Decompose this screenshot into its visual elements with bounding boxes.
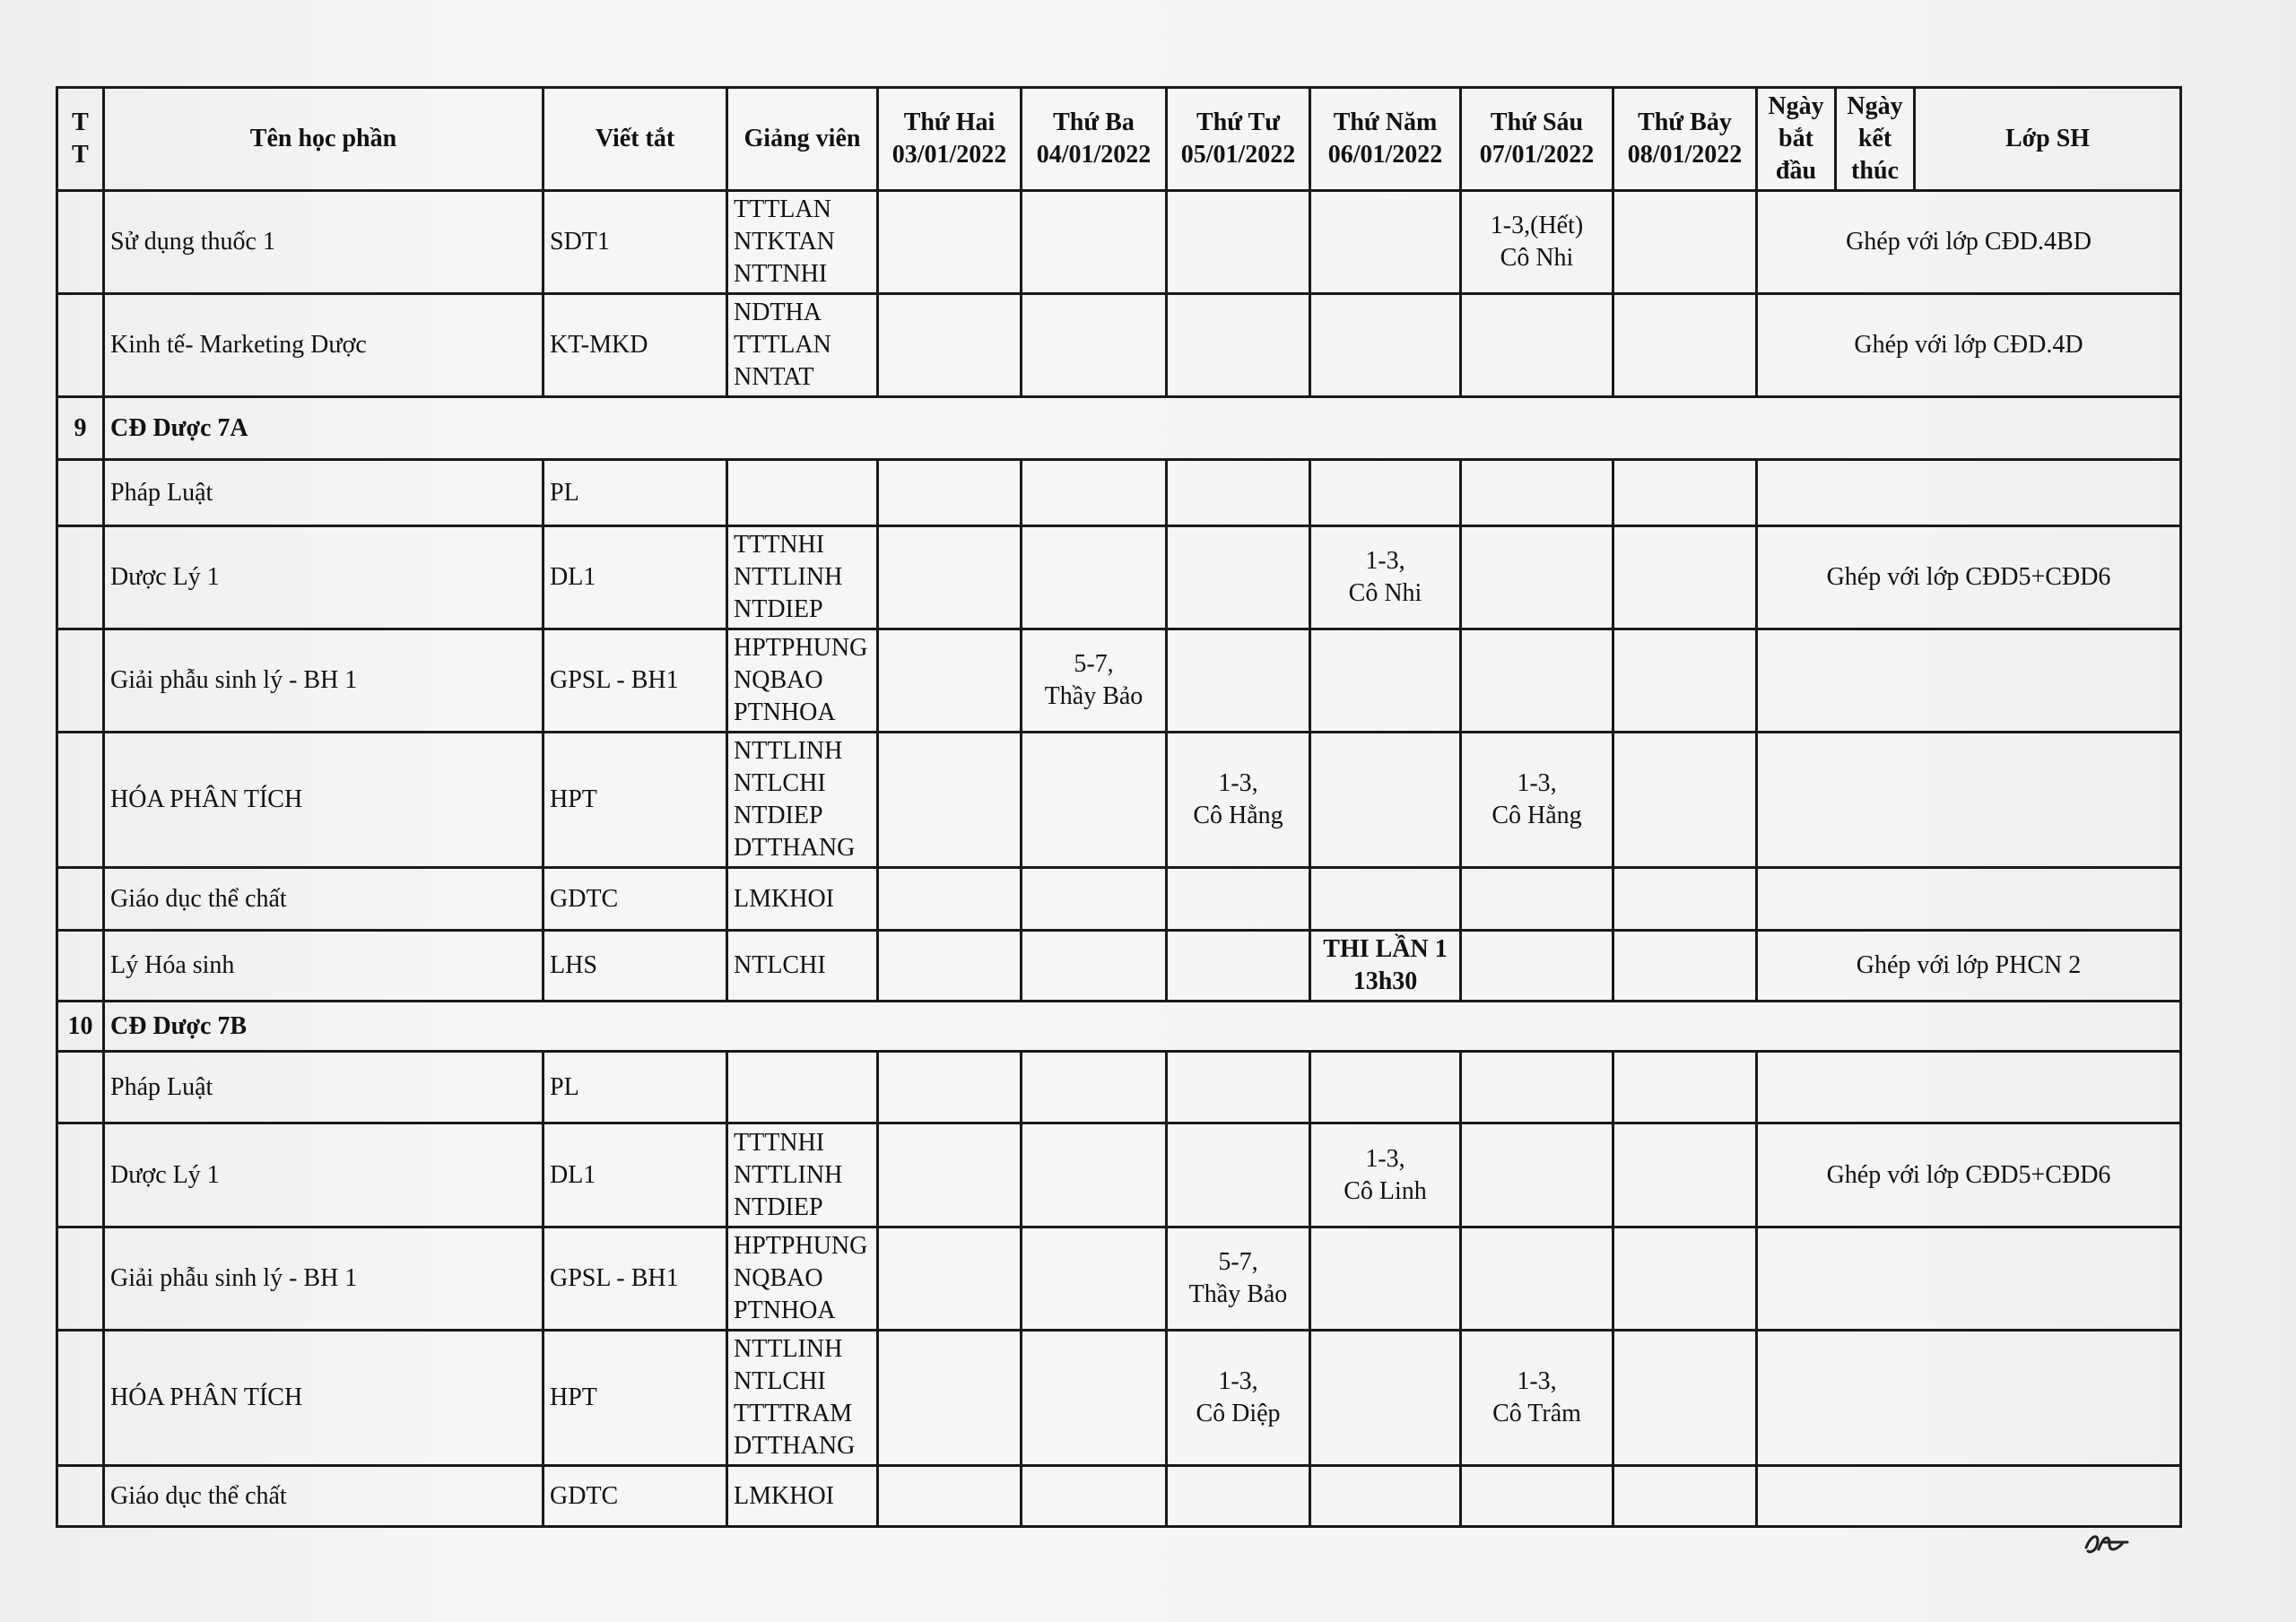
cell-fri (1461, 629, 1613, 733)
class-note (1757, 733, 2181, 868)
cell-fri: 1-3,(Hết) Cô Nhi (1461, 191, 1613, 294)
cell-wed: 5-7, Thầy Bảo (1167, 1227, 1310, 1331)
course-abbr: GDTC (544, 1466, 727, 1527)
cell-thu: 1-3, Cô Nhi (1310, 526, 1461, 629)
row-number (57, 868, 104, 931)
cell-wed: 1-3, Cô Diệp (1167, 1331, 1310, 1466)
course-abbr: HPT (544, 733, 727, 868)
class-note: Ghép với lớp CĐD5+CĐD6 (1757, 1123, 2181, 1227)
lecturers: LMKHOI (727, 1466, 878, 1527)
cell-thu (1310, 1331, 1461, 1466)
group-number: 10 (57, 1002, 104, 1052)
cell-wed (1167, 629, 1310, 733)
class-note (1757, 1052, 2181, 1123)
cell-fri (1461, 1123, 1613, 1227)
course-abbr: DL1 (544, 1123, 727, 1227)
header-row (57, 88, 2181, 191)
cell-mon (878, 460, 1022, 526)
cell-mon (878, 629, 1022, 733)
cell-mon (878, 1331, 1022, 1466)
cell-mon (878, 868, 1022, 931)
class-note (1757, 629, 2181, 733)
course-name: Giáo dục thể chất (104, 868, 544, 931)
group-header-row (57, 1002, 2181, 1052)
cell-tue (1022, 191, 1167, 294)
course-abbr: PL (544, 1052, 727, 1123)
course-abbr: SDT1 (544, 191, 727, 294)
class-note (1757, 1227, 2181, 1331)
table-row (57, 1227, 2181, 1331)
cell-tue (1022, 1052, 1167, 1123)
cell-mon (878, 294, 1022, 397)
course-name: Sử dụng thuốc 1 (104, 191, 544, 294)
cell-fri (1461, 868, 1613, 931)
header-day-mon: Thứ Hai 03/01/2022 (878, 88, 1022, 191)
lecturers: TTTNHI NTTLINH NTDIEP (727, 1123, 878, 1227)
header-lecturer: Giảng viên (727, 88, 878, 191)
course-name: HÓA PHÂN TÍCH (104, 1331, 544, 1466)
course-name: HÓA PHÂN TÍCH (104, 733, 544, 868)
cell-tue (1022, 931, 1167, 1002)
class-note: Ghép với lớp CĐD5+CĐD6 (1757, 526, 2181, 629)
cell-tue (1022, 294, 1167, 397)
group-name: CĐ Dược 7A (104, 397, 2181, 460)
class-note (1757, 1466, 2181, 1527)
course-abbr: HPT (544, 1331, 727, 1466)
lecturers: TTTNHI NTTLINH NTDIEP (727, 526, 878, 629)
course-abbr: GPSL - BH1 (544, 1227, 727, 1331)
cell-wed (1167, 1052, 1310, 1123)
row-number (57, 1052, 104, 1123)
cell-mon (878, 931, 1022, 1002)
cell-sat (1613, 931, 1757, 1002)
table-row (57, 931, 2181, 1002)
cell-mon (878, 191, 1022, 294)
row-number (57, 1227, 104, 1331)
header-day-thu: Thứ Năm 06/01/2022 (1310, 88, 1461, 191)
table-row (57, 629, 2181, 733)
cell-fri (1461, 526, 1613, 629)
cell-fri: 1-3, Cô Hằng (1461, 733, 1613, 868)
cell-tue (1022, 526, 1167, 629)
cell-thu (1310, 1227, 1461, 1331)
header-end-date: Ngày kết thúc (1836, 88, 1915, 191)
lecturers (727, 1052, 878, 1123)
cell-fri (1461, 1227, 1613, 1331)
lecturers: NTTLINH NTLCHI NTDIEP DTTHANG (727, 733, 878, 868)
course-name: Pháp Luật (104, 460, 544, 526)
cell-mon (878, 1052, 1022, 1123)
cell-sat (1613, 1052, 1757, 1123)
header-course: Tên học phần (104, 88, 544, 191)
row-number (57, 733, 104, 868)
cell-thu (1310, 1466, 1461, 1527)
cell-wed: 1-3, Cô Hằng (1167, 733, 1310, 868)
header-start-date: Ngày bắt đầu (1757, 88, 1836, 191)
lecturers: TTTLAN NTKTAN NTTNHI (727, 191, 878, 294)
header-abbr: Viết tắt (544, 88, 727, 191)
cell-wed (1167, 931, 1310, 1002)
row-number (57, 1466, 104, 1527)
cell-fri (1461, 294, 1613, 397)
cell-thu-exam: THI LẦN 1 13h30 (1310, 931, 1461, 1002)
header-day-sat: Thứ Bảy 08/01/2022 (1613, 88, 1757, 191)
cell-tue (1022, 460, 1167, 526)
cell-mon (878, 526, 1022, 629)
cell-thu (1310, 460, 1461, 526)
course-name: Giải phẫu sinh lý - BH 1 (104, 629, 544, 733)
lecturers: LMKHOI (727, 868, 878, 931)
course-name: Lý Hóa sinh (104, 931, 544, 1002)
cell-sat (1613, 294, 1757, 397)
course-abbr: DL1 (544, 526, 727, 629)
cell-fri (1461, 460, 1613, 526)
table-row (57, 294, 2181, 397)
row-number (57, 526, 104, 629)
cell-tue (1022, 868, 1167, 931)
cell-mon (878, 1466, 1022, 1527)
course-name: Giáo dục thể chất (104, 1466, 544, 1527)
group-name: CĐ Dược 7B (104, 1002, 2181, 1052)
handwritten-page-number-icon (2083, 1524, 2133, 1560)
cell-fri: 1-3, Cô Trâm (1461, 1331, 1613, 1466)
header-day-wed: Thứ Tư 05/01/2022 (1167, 88, 1310, 191)
course-name: Giải phẫu sinh lý - BH 1 (104, 1227, 544, 1331)
table-row (57, 1123, 2181, 1227)
cell-sat (1613, 460, 1757, 526)
cell-mon (878, 1227, 1022, 1331)
cell-sat (1613, 868, 1757, 931)
cell-wed (1167, 1466, 1310, 1527)
cell-thu (1310, 1052, 1461, 1123)
class-note: Ghép với lớp CĐD.4D (1757, 294, 2181, 397)
row-number (57, 191, 104, 294)
row-number (57, 931, 104, 1002)
cell-sat (1613, 1227, 1757, 1331)
course-abbr: KT-MKD (544, 294, 727, 397)
cell-sat (1613, 1466, 1757, 1527)
table-row (57, 526, 2181, 629)
cell-thu (1310, 629, 1461, 733)
row-number (57, 629, 104, 733)
course-abbr: LHS (544, 931, 727, 1002)
header-class: Lớp SH (1915, 88, 2181, 191)
cell-mon (878, 733, 1022, 868)
cell-fri (1461, 931, 1613, 1002)
cell-sat (1613, 629, 1757, 733)
class-note: Ghép với lớp PHCN 2 (1757, 931, 2181, 1002)
cell-thu (1310, 868, 1461, 931)
table-row (57, 868, 2181, 931)
header-tt: T T (57, 88, 104, 191)
lecturers: NDTHA TTTLAN NNTAT (727, 294, 878, 397)
cell-sat (1613, 191, 1757, 294)
course-name: Pháp Luật (104, 1052, 544, 1123)
lecturers: NTTLINH NTLCHI TTTTRAM DTTHANG (727, 1331, 878, 1466)
cell-tue (1022, 1123, 1167, 1227)
cell-wed (1167, 1123, 1310, 1227)
lecturers: NTLCHI (727, 931, 878, 1002)
table-row (57, 733, 2181, 868)
course-abbr: GDTC (544, 868, 727, 931)
cell-wed (1167, 526, 1310, 629)
table-row (57, 460, 2181, 526)
cell-thu (1310, 191, 1461, 294)
cell-thu (1310, 733, 1461, 868)
schedule-table (56, 86, 2182, 1528)
cell-sat (1613, 1331, 1757, 1466)
lecturers: HPTPHUNG NQBAO PTNHOA (727, 1227, 878, 1331)
lecturers: HPTPHUNG NQBAO PTNHOA (727, 629, 878, 733)
cell-sat (1613, 1123, 1757, 1227)
row-number (57, 1123, 104, 1227)
cell-fri (1461, 1466, 1613, 1527)
class-note (1757, 1331, 2181, 1466)
cell-tue (1022, 1227, 1167, 1331)
cell-thu: 1-3, Cô Linh (1310, 1123, 1461, 1227)
row-number (57, 1331, 104, 1466)
class-note (1757, 460, 2181, 526)
class-note (1757, 868, 2181, 931)
cell-wed (1167, 294, 1310, 397)
header-day-fri: Thứ Sáu 07/01/2022 (1461, 88, 1613, 191)
row-number (57, 294, 104, 397)
cell-tue (1022, 1466, 1167, 1527)
course-abbr: PL (544, 460, 727, 526)
course-name: Kinh tế- Marketing Dược (104, 294, 544, 397)
course-abbr: GPSL - BH1 (544, 629, 727, 733)
course-name: Dược Lý 1 (104, 526, 544, 629)
lecturers (727, 460, 878, 526)
cell-thu (1310, 294, 1461, 397)
cell-tue: 5-7, Thầy Bảo (1022, 629, 1167, 733)
table-row (57, 1331, 2181, 1466)
cell-wed (1167, 191, 1310, 294)
cell-mon (878, 1123, 1022, 1227)
table-row (57, 1052, 2181, 1123)
cell-wed (1167, 868, 1310, 931)
table-row (57, 1466, 2181, 1527)
group-header-row (57, 397, 2181, 460)
cell-tue (1022, 733, 1167, 868)
row-number (57, 460, 104, 526)
class-note: Ghép với lớp CĐD.4BD (1757, 191, 2181, 294)
cell-sat (1613, 733, 1757, 868)
group-number: 9 (57, 397, 104, 460)
cell-sat (1613, 526, 1757, 629)
cell-wed (1167, 460, 1310, 526)
cell-tue (1022, 1331, 1167, 1466)
header-day-tue: Thứ Ba 04/01/2022 (1022, 88, 1167, 191)
cell-fri (1461, 1052, 1613, 1123)
table-row (57, 191, 2181, 294)
course-name: Dược Lý 1 (104, 1123, 544, 1227)
